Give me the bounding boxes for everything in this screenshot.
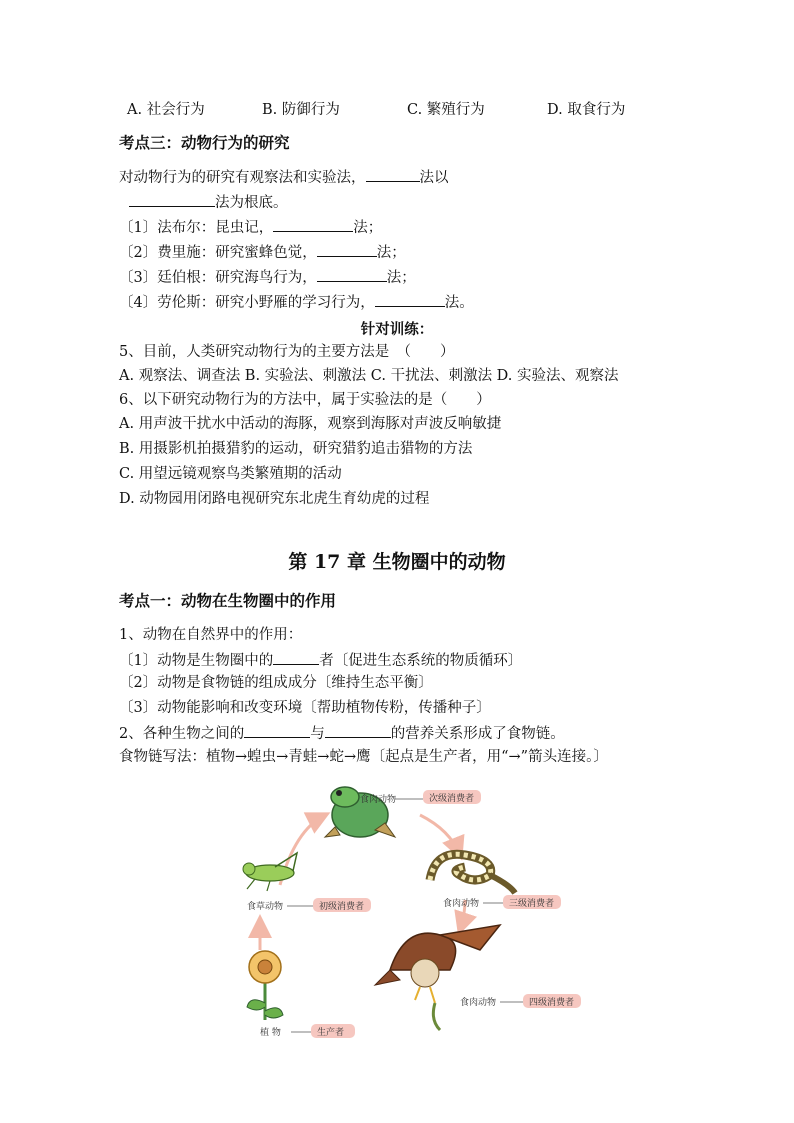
frog-role-label: 次级消费者 bbox=[429, 794, 475, 804]
intro-text-c: 法为根底。 bbox=[215, 195, 288, 211]
blank bbox=[129, 191, 215, 207]
snake-type-label: 食肉动物 bbox=[443, 899, 480, 909]
question-5: 5、目前，人类研究动物行为的主要方法是 （ ） bbox=[119, 344, 455, 360]
section3-intro-line2 bbox=[129, 191, 288, 213]
option-c: C. 繁殖行为 bbox=[407, 102, 485, 118]
grasshopper-role-label: 初级消费者 bbox=[319, 902, 365, 912]
line-text: 〔1〕动物是生物圈中的 bbox=[119, 653, 274, 669]
item-text: 法； bbox=[376, 245, 406, 261]
item-text: 〔3〕廷伯根：研究海鸟行为， bbox=[119, 270, 317, 286]
section3-item-4 bbox=[119, 291, 474, 313]
blank bbox=[325, 722, 391, 738]
eagle-image bbox=[375, 925, 500, 1030]
grasshopper-image bbox=[243, 853, 297, 891]
food-chain-diagram bbox=[225, 775, 605, 1045]
blank bbox=[273, 649, 319, 665]
question-6-option-c: C. 用望远镜观察鸟类繁殖期的活动 bbox=[119, 466, 342, 482]
item-text: 〔4〕劳伦斯：研究小野雁的学习行为， bbox=[119, 295, 375, 311]
section3-item-1 bbox=[119, 216, 382, 238]
eagle-type-label: 食肉动物 bbox=[460, 998, 497, 1008]
item-text: 法。 bbox=[444, 295, 474, 311]
intro-text-a: 对动物行为的研究有观察法和实验法， bbox=[119, 170, 366, 186]
line-text: 与 bbox=[310, 726, 325, 742]
item-text: 〔2〕费里施：研究蜜蜂色觉， bbox=[119, 245, 317, 261]
section3-title: 考点三：动物行为的研究 bbox=[119, 133, 290, 152]
question-6-option-d: D. 动物园用闭路电视研究东北虎生育幼虎的过程 bbox=[119, 491, 430, 507]
line-text: 者〔促进生态系统的物质循环〕 bbox=[319, 653, 523, 669]
item-text: 法； bbox=[353, 220, 383, 236]
training-title: 针对训练： bbox=[360, 321, 434, 338]
line-text: 2、各种生物之间的 bbox=[119, 726, 245, 742]
option-d: D. 取食行为 bbox=[547, 102, 626, 118]
item-text: 法； bbox=[386, 270, 416, 286]
section3-item-3 bbox=[119, 266, 416, 288]
blank bbox=[273, 216, 353, 232]
blank bbox=[317, 241, 377, 257]
ch17-line-4: 〔3〕动物能影响和改变环境〔帮助植物传粉，传播种子〕 bbox=[119, 700, 491, 716]
item-text: 〔1〕法布尔：昆虫记， bbox=[119, 220, 274, 236]
ch17-line-6: 食物链写法：植物→蝗虫→青蛙→蛇→鹰〔起点是生产者，用“→”箭头连接。〕 bbox=[119, 749, 608, 765]
grasshopper-type-label: 食草动物 bbox=[247, 902, 284, 912]
question-5-options: A. 观察法、调查法 B. 实验法、刺激法 C. 干扰法、刺激法 D. 实验法、观察法 bbox=[119, 368, 619, 384]
frog-type-label: 食肉动物 bbox=[360, 795, 397, 805]
plant-role-label: 生产者 bbox=[317, 1028, 345, 1038]
question-6-option-a: A. 用声波干扰水中活动的海豚，观察到海豚对声波反响敏捷 bbox=[119, 416, 502, 432]
blank bbox=[317, 266, 387, 282]
intro-text-b: 法以 bbox=[419, 170, 449, 186]
snake-image bbox=[430, 854, 515, 893]
line-text: 的营养关系形成了食物链。 bbox=[390, 726, 565, 742]
point1-title: 考点一：动物在生物圈中的作用 bbox=[119, 591, 337, 610]
question-6: 6、以下研究动物行为的方法中，属于实验法的是（ ） bbox=[119, 392, 491, 408]
ch17-line-1: 1、动物在自然界中的作用： bbox=[119, 627, 303, 643]
question-6-option-b: B. 用摄影机拍摄猎豹的运动，研究猎豹追击猎物的方法 bbox=[119, 441, 473, 457]
eagle-role-label: 四级消费者 bbox=[529, 998, 575, 1008]
section3-intro-line1 bbox=[119, 166, 449, 188]
ch17-line-3: 〔2〕动物是食物链的组成成分〔维持生态平衡〕 bbox=[119, 675, 433, 691]
ch17-line-2 bbox=[119, 649, 522, 671]
ch17-line-5 bbox=[119, 722, 565, 744]
chapter-title: 第 17 章 生物圈中的动物 bbox=[288, 551, 506, 573]
section3-item-2 bbox=[119, 241, 406, 263]
flower-image bbox=[247, 951, 283, 1020]
blank bbox=[244, 722, 310, 738]
option-b: B. 防御行为 bbox=[262, 102, 340, 118]
option-a: A. 社会行为 bbox=[127, 102, 205, 118]
snake-role-label: 三级消费者 bbox=[509, 899, 555, 909]
arrow-frog-to-snake bbox=[420, 815, 460, 855]
blank bbox=[375, 291, 445, 307]
plant-type-label: 植 物 bbox=[260, 1028, 281, 1038]
blank bbox=[366, 166, 420, 182]
